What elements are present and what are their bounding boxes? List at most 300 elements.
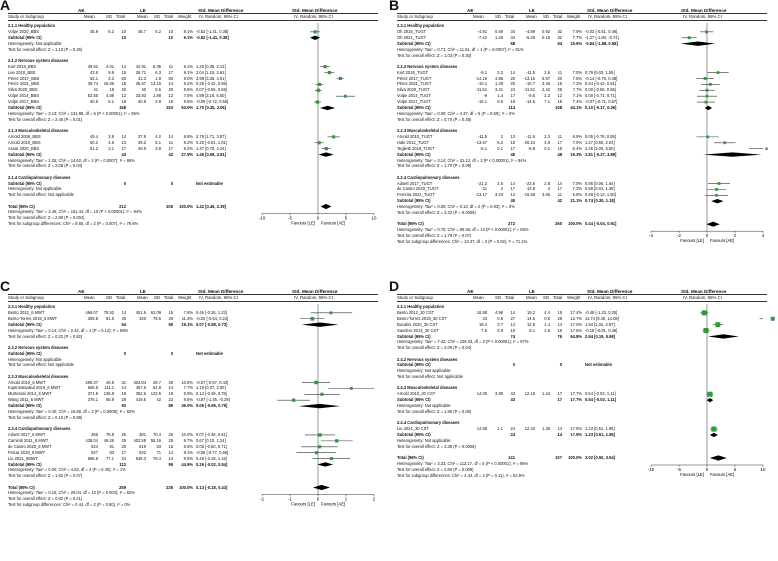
table-cell: 212: [119, 203, 126, 209]
table-cell: 7.0%: [572, 139, 582, 145]
table-cell: 19: [557, 99, 562, 105]
table-cell: 13: [510, 133, 515, 139]
table-cell: -13.15: [523, 75, 535, 81]
table-cell: 2.8: [544, 180, 550, 186]
table-row: [0, 334, 389, 340]
stat-note: Test for overall effect: Z = 1.13 (P = 0.26): [8, 46, 83, 52]
table-cell: 2: [500, 133, 503, 139]
table-cell: 141: [508, 455, 515, 461]
table-cell: Pérez 2017_BBS: [8, 75, 40, 81]
table-cell: 24: [121, 455, 126, 461]
table-cell: 12: [121, 93, 126, 99]
table-cell: 0.07 [-0.58, 0.73]: [196, 321, 228, 327]
table-cell: 4.96: [495, 309, 503, 315]
favours-left-label: Favours [LE]: [680, 471, 704, 477]
table-cell: 13.16: [150, 81, 161, 87]
table-cell: 45: [510, 151, 515, 157]
column-header: Study or Subgroup: [8, 14, 44, 19]
table-row: [0, 47, 389, 53]
table-cell: 114: [508, 105, 515, 110]
table-cell: 17: [121, 145, 126, 151]
table-cell: 7.6%: [183, 309, 193, 315]
table-cell: 2.6: [544, 69, 550, 75]
stat-note: Heterogeneity: Tau² = 0.00; Chi² = 4.37, df = 5 (P = 0.50); I² = 0%: [397, 110, 515, 116]
table-cell: Subtotal (95% CI): [8, 151, 42, 157]
table-row: [0, 362, 389, 368]
table-cell: 2.94 [0.19, 5.68]: [585, 333, 616, 339]
table-cell: -0.18 [-0.81, 0.46]: [585, 327, 618, 333]
column-group-header: LE: [529, 8, 535, 13]
table-cell: Volpe 2017_BBS: [8, 99, 39, 105]
table-cell: -0.07 [-0.57, 0.43]: [196, 379, 229, 385]
table-cell: -0.64 [-1.88, 0.58]: [585, 40, 618, 46]
stat-note: Test for overall effect: Z = 2.60 (P = 0.009): [397, 466, 474, 472]
favours-right-label: Favours [AE]: [321, 501, 346, 507]
table-cell: 40: [141, 87, 146, 93]
table-cell: 2.6: [497, 180, 503, 186]
table-cell: -0.06 [-0.77, 0.65]: [196, 449, 229, 455]
stat-note: Heterogeneity: Tau² = 3.13; Chi² = 131.88, df = 6 (P < 0.00001); I² = 95%: [8, 110, 140, 116]
table-cell: 14: [557, 321, 562, 327]
table-cell: 14: [168, 133, 173, 139]
table-cell: -0.52 [-1.41, 0.38]: [196, 28, 229, 34]
table-cell: 451.6: [135, 309, 146, 315]
table-cell: 11: [168, 63, 173, 69]
x-tick-label: 5: [344, 215, 348, 221]
table-cell: Total (95% CI): [397, 221, 424, 227]
table-cell: 14: [121, 133, 126, 139]
stat-note: Heterogeneity: Tau² = 0.00; Chi² = 0.13, df = 2 (P = 0.93); I² = 0%: [397, 204, 515, 210]
table-cell: -15.58: [523, 192, 535, 198]
table-cell: 0.54 [-0.03, 1.11]: [585, 397, 617, 403]
table-cell: de Castro 2020_TUGT: [397, 186, 439, 192]
table-cell: 0.2: [544, 145, 550, 151]
stat-note: Heterogeneity: Tau² = 0.70; Chi² = 89.36, df = 13 (P < 0.00001); I² = 85%: [397, 227, 529, 233]
column-header: Weight: [178, 295, 192, 300]
table-cell: 14: [168, 449, 173, 455]
table-cell: 10: [121, 34, 126, 40]
table-cell: 20: [121, 443, 126, 449]
table-cell: 93: [121, 403, 126, 409]
column-header: Mean: [137, 295, 148, 300]
table-cell: 0: [170, 180, 173, 186]
column-header: IV, Random, 95% CI: [588, 14, 627, 19]
table-row: [389, 409, 778, 415]
table-cell: -11.5: [525, 69, 535, 75]
table-cell: 0.05 [-0.76, 0.85]: [585, 133, 616, 139]
column-header: Mean: [526, 295, 537, 300]
column-group-header: AE: [78, 289, 85, 294]
table-cell: 6.9%: [572, 133, 582, 139]
x-tick-label: -10: [647, 466, 655, 472]
table-cell: 17: [168, 145, 173, 151]
table-cell: -11.51: [523, 87, 535, 93]
table-cell: 28: [557, 315, 562, 321]
table-cell: 64.8%: [570, 333, 582, 339]
table-cell: 308.8: [87, 315, 98, 321]
table-cell: 0.8: [497, 315, 503, 321]
stat-note: Test for overall effect: Z = 3.32 (P = 0.0009): [397, 210, 476, 216]
table-cell: 8.8%: [183, 133, 193, 139]
table-cell: 27.9%: [181, 151, 193, 157]
table-row: [389, 117, 778, 123]
table-cell: 77.1: [106, 455, 114, 461]
table-cell: Arnold 2010_TUGT: [397, 133, 433, 139]
table-cell: 26.71: [135, 69, 146, 75]
table-cell: 1.27 [0.50, 2.04]: [585, 139, 615, 145]
table-cell: 0.69 [0.01, 1.38]: [585, 186, 615, 192]
table-cell: 7.5%: [183, 93, 193, 99]
table-cell: 17: [510, 93, 515, 99]
table-cell: -0.87 [-1.45, -0.29]: [196, 397, 230, 403]
table-cell: 43: [510, 391, 515, 397]
table-cell: 9.5%: [183, 397, 193, 403]
stat-note: Heterogeneity: Tau² = 0.00; Chi² = 4.03, df = 4 (P = 0.40); I² = 1%: [8, 467, 126, 473]
table-cell: 0.06 [-0.69, 0.79]: [196, 403, 228, 409]
table-cell: Subtotal (95% CI): [397, 198, 431, 204]
table-cell: 9.1%: [183, 69, 193, 75]
table-cell: 3.1: [108, 145, 114, 151]
table-cell: 81: [109, 443, 114, 449]
table-cell: 11.74 [9.40, 14.08]: [585, 315, 619, 321]
forest-plot-panel-d: [389, 278, 778, 561]
table-cell: 0.44 [-0.04, 0.91]: [585, 221, 617, 227]
table-cell: 0.46 [-0.26, 1.22]: [196, 309, 227, 315]
column-header: IV, Random, 95% CI: [588, 295, 627, 300]
x-tick-label: 4: [761, 233, 765, 239]
table-cell: de Castro 2020_6 MWT: [8, 443, 52, 449]
table-cell: 71: [156, 449, 161, 455]
table-cell: -0.14 [-0.76, 0.48]: [585, 75, 618, 81]
table-cell: 5.1: [155, 139, 161, 145]
table-cell: 14: [557, 432, 562, 438]
table-cell: 15.6%: [570, 40, 582, 46]
table-cell: 14: [510, 309, 515, 315]
table-cell: 0.10 [-0.17, 0.36]: [585, 105, 617, 110]
table-cell: 3.9: [497, 327, 503, 333]
stat-note: Test for overall effect: Z = 2.46 (P = 0.01): [8, 116, 83, 122]
subgroup-heading: 2.1.2 Nervous system diseases: [8, 57, 69, 63]
table-cell: 9.5%: [183, 99, 193, 105]
table-cell: Wang 2011_6 MWT: [8, 397, 44, 403]
table-cell: Subtotal (95% CI): [8, 350, 42, 356]
table-cell: 1.44: [542, 391, 550, 397]
table-cell: 4.25 [3.00, 5.50]: [585, 145, 615, 151]
stat-note: Heterogeneity: Not applicable: [8, 356, 62, 362]
table-cell: 9.9: [108, 69, 114, 75]
table-cell: 4.6: [108, 139, 114, 145]
table-cell: 1.47 [0.70, 2.24]: [196, 145, 226, 151]
column-header: IV, Random, 95% CI: [199, 14, 238, 19]
table-cell: 18: [109, 87, 114, 93]
table-cell: 16: [168, 443, 173, 449]
table-cell: Oh 2021_TUGT: [397, 34, 427, 40]
stat-note: Test for subgroup differences: Chi² = 10.37, df = 3 (P = 0.02), I² = 71.1%: [397, 238, 528, 244]
table-cell: 0.74 [0.30, 1.18]: [585, 198, 616, 204]
table-cell: 6.35: [153, 63, 161, 69]
table-cell: 7.3%: [572, 81, 582, 87]
column-header: SD: [106, 295, 112, 300]
column-header: Weight: [178, 14, 192, 19]
table-cell: 3.3: [108, 75, 114, 81]
table-cell: 10.0%: [181, 432, 193, 438]
table-cell: Total (95% CI): [8, 203, 35, 209]
table-cell: 14: [557, 180, 562, 186]
column-header: Total: [505, 295, 515, 300]
table-cell: 0.69: [495, 28, 503, 34]
column-header: IV, Random, 95% CI: [683, 14, 722, 19]
table-cell: 26: [168, 432, 173, 438]
table-cell: Subtotal (95% CI): [8, 180, 42, 186]
table-cell: 25: [121, 437, 126, 443]
subgroup-heading: 2.2.3 Musculoskeletal diseases: [397, 128, 458, 134]
table-cell: 19: [557, 327, 562, 333]
table-cell: 0.28 [-0.42, 0.98]: [196, 81, 227, 87]
table-cell: Volpe 2014_BBS: [8, 93, 39, 99]
table-cell: 3.8: [155, 99, 161, 105]
stat-note: Heterogeneity: Tau² = 0.71; Chi² = 11.51, df = 1 (P = 0.0007); I² = 91%: [397, 46, 524, 52]
table-cell: 15: [121, 69, 126, 75]
table-cell: 11.3%: [181, 315, 193, 321]
column-header: Mean: [84, 295, 95, 300]
table-cell: 419.5: [135, 397, 146, 403]
column-header: Weight: [567, 295, 581, 300]
table-cell: Pérez 2021_BBS: [8, 81, 40, 87]
table-cell: 70.4: [153, 432, 161, 438]
table-cell: 320: [139, 315, 146, 321]
table-cell: 0: [123, 180, 126, 186]
table-cell: 7.5%: [572, 75, 582, 81]
table-cell: 27: [510, 315, 515, 321]
table-cell: 31: [121, 379, 126, 385]
table-cell: 75.8: [106, 432, 114, 438]
table-cell: 1.88: [153, 93, 161, 99]
table-cell: 19: [168, 99, 173, 105]
table-cell: 41.3: [138, 75, 146, 81]
table-cell: 63.0%: [181, 105, 193, 110]
table-cell: 17: [121, 449, 126, 455]
table-cell: 4.4: [544, 309, 550, 315]
table-cell: Subtotal (95% CI): [8, 461, 42, 467]
subgroup-heading: 2.4.4 Cardiopulmonary diseases: [397, 420, 460, 426]
table-cell: 14: [121, 385, 126, 391]
table-cell: Arnold 2010_6 MWT: [8, 379, 46, 385]
x-tick-label: -2: [677, 233, 681, 239]
table-cell: 205: [166, 203, 173, 209]
table-cell: 21.1%: [570, 198, 582, 204]
subgroup-heading: 2.3.4 Cardiopulmonary diseases: [8, 426, 71, 432]
table-cell: 8.1%: [183, 449, 193, 455]
x-tick-label: -10: [258, 215, 266, 221]
column-group-header: Std. Mean Difference: [198, 289, 244, 294]
table-cell: 1.26: [495, 34, 503, 40]
table-cell: 68: [510, 40, 515, 46]
table-cell: 14: [510, 192, 515, 198]
table-row: [0, 192, 389, 198]
stat-note: Heterogeneity: Tau² = 0.14; Chi² = 2.42, df = 1 (P = 0.12); I² = 59%: [8, 327, 129, 333]
table-cell: 22: [168, 397, 173, 403]
table-cell: 45: [510, 198, 515, 204]
panel-label: D: [389, 278, 400, 294]
column-header: Mean: [473, 14, 484, 19]
table-cell: -9.1: [479, 69, 487, 75]
table-cell: 55: [168, 321, 173, 327]
column-group-header: AE: [467, 8, 474, 13]
column-header: IV, Random, 95% CI: [294, 295, 333, 300]
table-cell: 1.19 [0.37, 2.00]: [196, 385, 226, 391]
table-cell: Liu 2021_6MWT: [8, 455, 39, 461]
table-cell: Subtotal (95% CI): [397, 40, 431, 46]
table-cell: 7.3%: [572, 186, 582, 192]
table-cell: 4.88: [106, 93, 114, 99]
column-group-header: Std. Mean Difference: [587, 8, 633, 13]
stat-note: Test for overall effect: Z = 1.82 (P = 0.07): [8, 473, 83, 479]
table-cell: 19: [510, 327, 515, 333]
table-cell: 2.3: [544, 93, 550, 99]
column-group-header: LE: [140, 8, 146, 13]
table-cell: 107: [555, 455, 562, 461]
table-cell: 9.0%: [183, 75, 193, 81]
table-row: [389, 444, 778, 450]
table-cell: -1.27 [-1.80, -0.74]: [585, 34, 619, 40]
table-cell: 2.3: [544, 133, 550, 139]
column-header: Weight: [567, 14, 581, 19]
table-cell: 49.7: [153, 379, 161, 385]
table-cell: 0.15: [542, 34, 550, 40]
table-cell: 457.6: [135, 385, 146, 391]
table-cell: Liu 2021_30 CST: [397, 426, 429, 432]
table-cell: -21.2: [477, 180, 487, 186]
table-cell: 25: [557, 87, 562, 93]
column-group-header: Std. Mean Difference: [681, 8, 727, 13]
table-row: [389, 239, 778, 245]
column-group-header: Std. Mean Difference: [587, 289, 633, 294]
table-cell: 371.9: [87, 391, 98, 397]
table-cell: Arnold 2008_BBS: [8, 133, 41, 139]
table-cell: Lee 2018_BBS: [8, 69, 36, 75]
table-cell: -0.20 [-0.64, 0.24]: [196, 315, 229, 321]
table-cell: 19: [168, 391, 173, 397]
stat-note: Test for overall effect: Z = 1.70 (P = 0.09): [397, 163, 472, 169]
table-cell: 2.6: [544, 327, 550, 333]
table-cell: 9.1%: [183, 34, 193, 40]
subgroup-heading: 2.1.4 Cardiopulmonary diseases: [8, 174, 71, 180]
table-cell: 7.1: [544, 99, 550, 105]
table-cell: 11: [557, 192, 562, 198]
subgroup-heading: 2.3.2 Nervous system diseases: [8, 344, 69, 350]
x-tick-label: -5: [677, 466, 681, 472]
table-cell: Bento 2012_6 MWT: [8, 309, 45, 315]
table-cell: 0.67 [0.10, 1.24]: [196, 437, 226, 443]
column-header: SD: [495, 295, 501, 300]
table-cell: Total (95% CI): [8, 484, 35, 490]
table-cell: 55.16: [150, 437, 161, 443]
column-header: SD: [543, 14, 549, 19]
table-cell: 64.8: [153, 385, 161, 391]
panel-label: A: [0, 0, 11, 13]
table-cell: 51.2: [90, 145, 98, 151]
table-cell: -14.19: [475, 75, 487, 81]
stat-note: Heterogeneity: Not applicable: [8, 186, 62, 192]
table-cell: 0.6: [544, 315, 550, 321]
table-cell: Caminiti 2011_6 MWT: [8, 437, 49, 443]
column-group-header: AE: [78, 8, 85, 13]
stat-note: Heterogeneity: Tau² = 3.33; Chi² = 112.17, df = 5 (P < 0.00001); I² = 96%: [397, 460, 529, 466]
stat-note: Test for overall effect: Not applicable: [397, 374, 463, 380]
table-cell: Not estimable: [196, 180, 223, 186]
table-cell: 136.9: [103, 391, 114, 397]
table-cell: 6.8%: [572, 192, 582, 198]
table-cell: -9: [483, 93, 487, 99]
table-cell: 9.1%: [183, 28, 193, 34]
table-cell: Subtotal (95% CI): [397, 397, 431, 403]
table-cell: 18.4: [479, 321, 487, 327]
table-cell: 0.86 [0.06, 1.64]: [585, 180, 615, 186]
table-cell: 9.5%: [183, 87, 193, 93]
table-cell: 14.6: [527, 315, 535, 321]
table-cell: 158: [119, 105, 126, 110]
column-header: Total: [116, 14, 126, 19]
table-cell: Subtotal (95% CI): [8, 403, 42, 409]
table-cell: 46.5: [106, 379, 114, 385]
table-cell: Volpe 2017_TUGT: [397, 99, 431, 105]
stat-note: Test for overall effect: Z = 2.09 (P = 0.04): [397, 345, 472, 351]
table-cell: 40: [168, 315, 173, 321]
table-cell: 381: [139, 432, 146, 438]
table-cell: 42: [168, 151, 173, 157]
table-cell: 0.79 [0.03, 1.55]: [585, 69, 615, 75]
table-cell: 49.4: [90, 133, 98, 139]
table-cell: 8.6%: [183, 443, 193, 449]
table-cell: 7.7%: [572, 34, 582, 40]
column-header: Total: [164, 14, 174, 19]
table-row: [389, 345, 778, 351]
table-cell: 19: [121, 99, 126, 105]
table-cell: 4.2: [155, 133, 161, 139]
forest-plot-panel-a: [0, 0, 389, 280]
table-cell: Adsett 2017_6 MWT: [8, 432, 46, 438]
forest-plot-panel-b: [389, 0, 778, 280]
stat-note: Heterogeneity: Tau² = 2.46; Chi² = 161.44, df = 10 (P < 0.00001); I² = 94%: [8, 209, 142, 215]
x-tick-label: -1: [288, 496, 292, 502]
table-cell: Kuptniratsaikul 2019_6 MWT: [8, 385, 61, 391]
table-cell: 34: [510, 34, 515, 40]
table-cell: 0.68 [-0.13, 1.50]: [585, 192, 616, 198]
table-cell: 9.5: [497, 99, 503, 105]
table-cell: 5.4%: [572, 145, 582, 151]
x-tick-label: 2: [372, 496, 376, 502]
x-tick-label: 10: [371, 215, 377, 221]
table-cell: 17.7%: [570, 397, 582, 403]
table-cell: 14: [121, 309, 126, 315]
table-row: [389, 374, 778, 380]
column-header: SD: [106, 14, 112, 19]
table-cell: Sanders 2013_30 CST: [397, 327, 439, 333]
table-cell: 32: [557, 34, 562, 40]
table-cell: -23.6: [525, 180, 535, 186]
column-header: Mean: [526, 14, 537, 19]
column-header: SD: [154, 14, 160, 19]
table-cell: 76: [557, 333, 562, 339]
table-cell: -0.52 [-1.41, 0.38]: [196, 34, 229, 40]
table-cell: 17: [557, 391, 562, 397]
table-cell: 64: [557, 40, 562, 46]
table-cell: 18: [557, 145, 562, 151]
column-header: IV, Random, 95% CI: [199, 295, 238, 300]
table-cell: 9.2%: [183, 139, 193, 145]
table-cell: 14: [510, 69, 515, 75]
table-cell: 519: [139, 443, 146, 449]
